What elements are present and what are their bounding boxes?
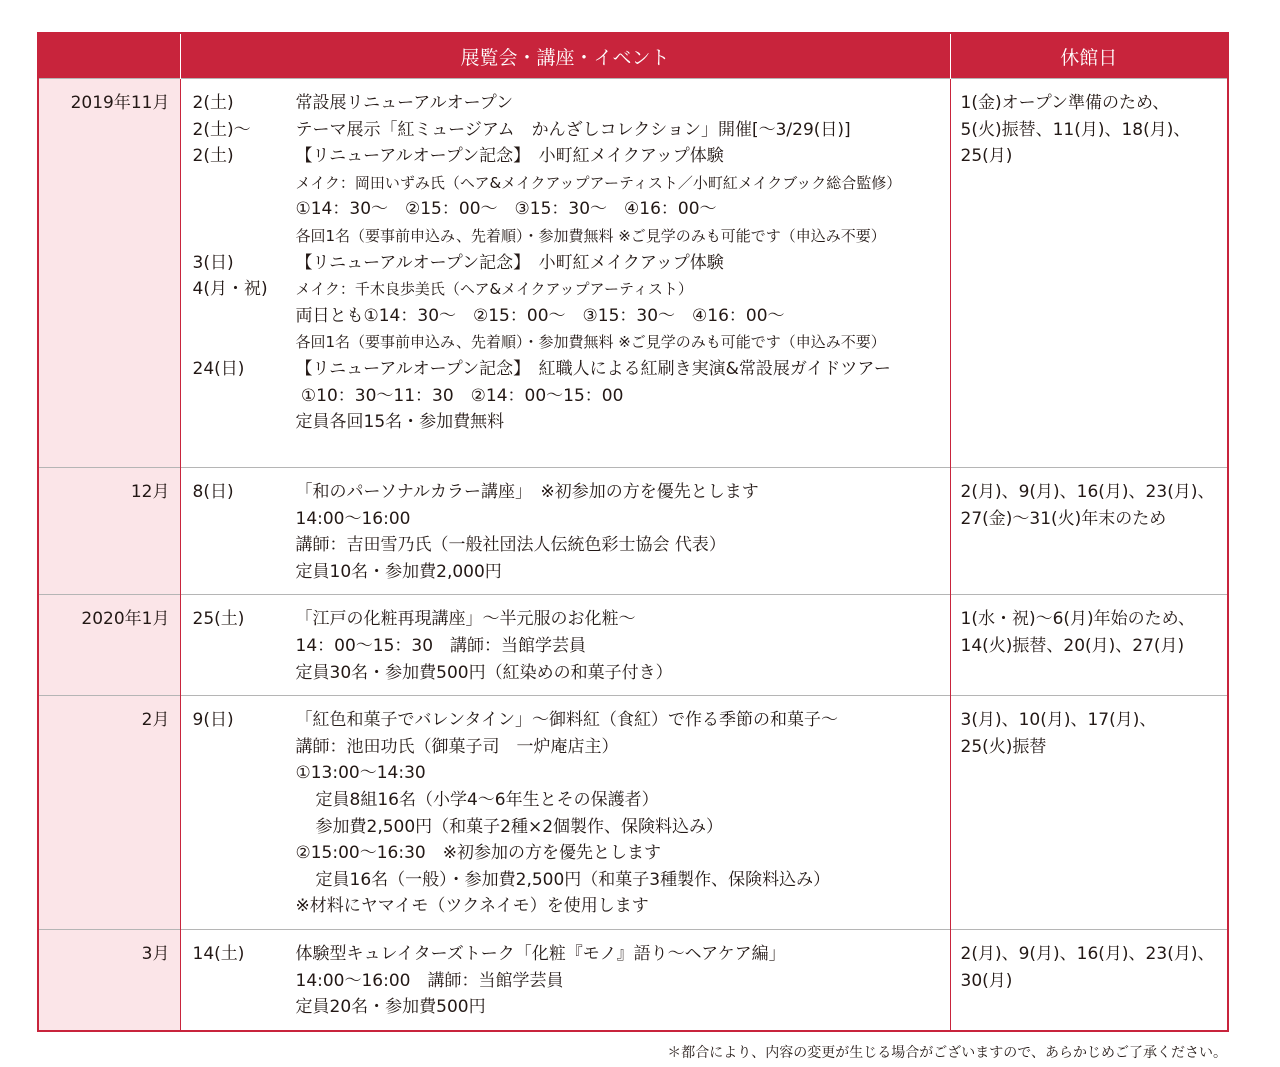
event-detail-line: ①10：30～11：30 ②14：00～15：00 [295,385,624,406]
event-item [193,117,950,144]
event-detail-line: 常設展リニューアルオープン [295,93,514,113]
closed-day-line: 5(火)振替、11(月)、18(月)、 [960,119,1191,140]
month-cell: 12月 [38,468,180,595]
event-detail-line: 【リニューアルオープン記念】 小町紅メイクアップ体験 [295,252,724,273]
event-detail-line: 14：00～15：30 講師：当館学芸員 [295,635,587,656]
event-detail-line: ①14：30～ ②15：00～ ③15：30～ ④16：00～ [295,199,717,220]
event-detail-line: 「紅色和菓子でバレンタイン」～御料紅（食紅）で作る季節の和菓子～ [295,710,839,731]
closed-day-line: 25(月) [960,146,1013,167]
closed-day-line: 1(水・祝)～6(月)年始のため、 [960,609,1195,630]
events-cell [180,696,950,930]
events-cell [180,595,950,696]
event-detail-line: 参加費2,500円（和菓子2種×2個製作、保険料込み） [315,816,724,837]
month-cell: 3月 [38,930,180,1031]
schedule-row [38,930,1228,1031]
header-closed-days: 休館日 [950,33,1228,79]
event-details [296,941,950,1021]
event-detail-line: 定員30名・参加費500円（紅染めの和菓子付き） [295,662,673,683]
events-cell [180,930,950,1031]
header-row [38,33,1228,79]
closed-day-line: 2(月)、9(月)、16(月)、23(月)、 [960,482,1215,502]
event-item [193,356,950,436]
event-details [296,707,950,920]
event-item [193,606,950,686]
closed-day-line: 2(月)、9(月)、16(月)、23(月)、 [960,944,1215,965]
event-detail-line: 【リニューアルオープン記念】 紅職人による紅刷き実演&常設展ガイドツアー [295,358,891,379]
event-detail-line: ②15:00～16:30 ※初参加の方を優先とします [295,843,661,864]
event-detail-line: テーマ展示「紅ミュージアム かんざしコレクション」開催[～3/29(日)] [295,119,851,140]
event-details [296,250,950,356]
event-schedule-table [37,32,1229,1032]
event-detail-line: 14:00～16:00 講師：当館学芸員 [295,970,564,991]
closed-day-line: 30(月) [960,970,1013,991]
event-detail-line: 各回1名（要事前申込み、先着順）・参加費無料 ※ご見学のみも可能です（申込み不要） [295,226,886,245]
event-details [296,356,950,436]
closed-day-line: 25(火)振替 [960,736,1047,757]
event-details [296,90,950,117]
event-date: 25(土) [192,609,245,630]
header-events: 展覧会・講座・イベント [180,33,950,79]
month-cell: 2020年1月 [38,595,180,696]
event-date: 9(日) [192,710,234,731]
closed-day-line: 27(金)～31(火)年末のため [960,508,1167,529]
schedule-row [38,696,1228,930]
schedule-row [38,468,1228,595]
event-date: 2(土)～ [192,119,251,140]
event-item [193,479,950,585]
event-detail-line: メイク：岡田いずみ氏（ヘア&メイクアップアーティスト／小町紅メイクブック総合監修） [295,173,902,192]
month-cell: 2019年11月 [38,79,180,468]
event-detail-line: 両日とも①14：30～ ②15：00～ ③15：30～ ④16：00～ [295,305,785,326]
event-detail-line: 定員8組16名（小学4～6年生とその保護者） [315,789,659,810]
event-item [193,250,950,356]
event-detail-line: 定員20名・参加費500円 [295,997,486,1018]
event-details [296,117,950,144]
closed-day-line: 3(月)、10(月)、17(月)、 [960,710,1157,731]
event-detail-line: 講師：池田功氏（御菓子司 一炉庵店主） [295,736,619,757]
event-detail-line: ※材料にヤマイモ（ツクネイモ）を使用します [295,896,649,917]
event-date: 2(土) [192,146,234,167]
event-details [296,143,950,249]
event-detail-line: 定員16名（一般）・参加費2,500円（和菓子3種製作、保険料込み） [315,869,831,890]
event-item [193,941,950,1021]
events-cell [180,468,950,595]
closed-day-line: 1(金)オープン準備のため、 [960,93,1170,113]
event-date: 24(日) [192,358,245,379]
event-date: 8(日) [192,482,234,502]
event-item [193,90,950,117]
event-detail-line: 【リニューアルオープン記念】 小町紅メイクアップ体験 [295,146,724,167]
events-cell [180,79,950,468]
event-detail-line: 定員10名・参加費2,000円 [295,561,502,582]
schedule-row [38,595,1228,696]
footnote: ＊都合により、内容の変更が生じる場合がございますので、あらかじめご了承ください。 [667,1045,1227,1061]
event-detail-line: 14:00～16:00 [295,508,411,529]
event-detail-line: 定員各回15名・参加費無料 [295,412,505,433]
closed-days-cell [950,696,1228,930]
closed-days-cell [950,930,1228,1031]
closed-day-line: 14(火)振替、20(月)、27(月) [960,635,1185,656]
event-detail-line: メイク：千木良歩美氏（ヘア&メイクアップアーティスト） [295,280,693,299]
event-detail-line: 講師：吉田雪乃氏（一般社団法人伝統色彩士協会 代表） [295,535,726,556]
schedule-row [38,79,1228,468]
event-date: 2(土) [192,93,234,113]
event-item [193,707,950,920]
event-item [193,143,950,249]
event-details [296,606,950,686]
closed-days-cell [950,79,1228,468]
event-detail-line: ①13:00～14:30 [295,763,426,784]
event-detail-line: 体験型キュレイターズトーク「化粧『モノ』語り～ヘアケア編」 [295,944,786,965]
event-details [296,479,950,585]
event-detail-line: 「和のパーソナルカラー講座」 ※初参加の方を優先とします [295,482,759,502]
event-detail-line: 各回1名（要事前申込み、先着順）・参加費無料 ※ご見学のみも可能です（申込み不要） [295,333,886,352]
header-month [38,33,180,79]
event-date: 14(土) [192,944,245,965]
event-date: 3(日) 4(月・祝) [192,252,268,300]
closed-days-cell [950,468,1228,595]
closed-days-cell [950,595,1228,696]
month-cell: 2月 [38,696,180,930]
event-detail-line: 「江戸の化粧再現講座」～半元服のお化粧～ [295,609,636,630]
